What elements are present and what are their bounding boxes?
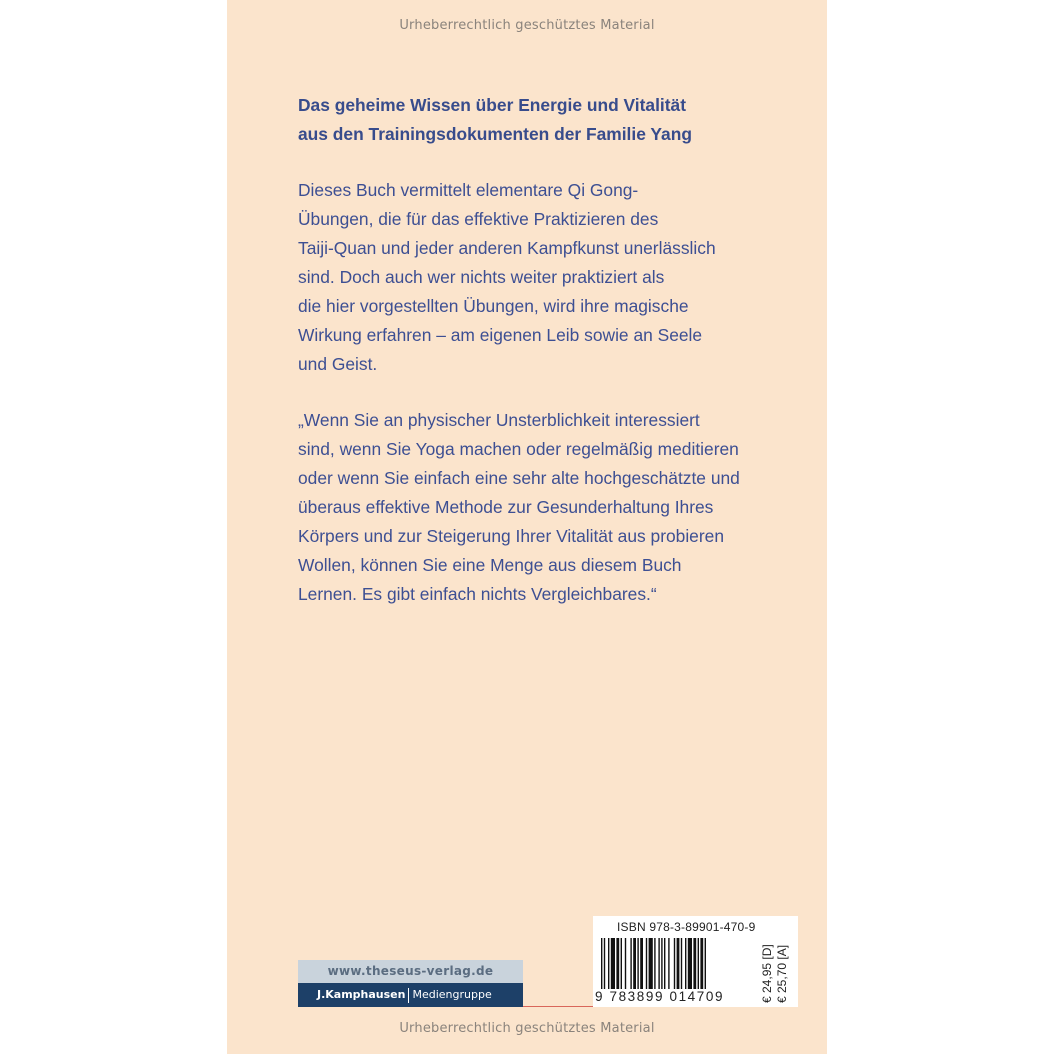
headline-line: aus den Trainingsdokumenten der Familie Yang <box>298 124 692 144</box>
price-block <box>757 928 793 1004</box>
book-back-cover <box>227 0 827 1054</box>
copyright-watermark-bottom: Urheberrechtlich geschütztes Material <box>399 1021 655 1036</box>
publisher-block <box>298 960 523 1007</box>
description-paragraph <box>298 176 768 379</box>
paragraph-line: oder wenn Sie einfach eine sehr alte hochgeschätzte und <box>298 468 740 488</box>
publisher-url[interactable]: www.theseus-verlag.de <box>298 960 523 983</box>
publisher-name: J.Kamphausen <box>317 988 406 1001</box>
quote-paragraph <box>298 406 768 609</box>
barcode-panel <box>593 916 798 1007</box>
paragraph-line: und Geist. <box>298 354 378 374</box>
price-austria: € 25,70 [A] <box>775 944 789 1003</box>
copyright-watermark-top: Urheberrechtlich geschütztes Material <box>399 18 655 33</box>
paragraph-line: Taiji-Quan und jeder anderen Kampfkunst unerlässlich <box>298 238 716 258</box>
paragraph-line: Körpers und zur Steigerung Ihrer Vitalität aus probieren <box>298 526 724 546</box>
price-germany: € 24,95 [D] <box>760 944 774 1003</box>
headline <box>298 91 768 149</box>
paragraph-line: Wollen, können Sie eine Menge aus diesem Buch <box>298 555 682 575</box>
publisher-name-bar <box>298 983 523 1007</box>
paragraph-line: sind. Doch auch wer nichts weiter praktiziert als <box>298 267 665 287</box>
headline-line: Das geheime Wissen über Energie und Vitalität <box>298 95 687 115</box>
publisher-divider <box>408 988 409 1003</box>
paragraph-line: sind, wenn Sie Yoga machen oder regelmäßig meditieren <box>298 439 739 459</box>
paragraph-line: Übungen, die für das effektive Praktizieren des <box>298 209 659 229</box>
paragraph-line: Wirkung erfahren – am eigenen Leib sowie an Seele <box>298 325 703 345</box>
publisher-group: Mediengruppe <box>412 988 492 1001</box>
paragraph-line: „Wenn Sie an physischer Unsterblichkeit interessiert <box>298 410 700 430</box>
paragraph-line: überaus effektive Methode zur Gesunderhaltung Ihres <box>298 497 714 517</box>
isbn-label: ISBN 978-3-89901-470-9 <box>617 920 756 934</box>
paragraph-line: Dieses Buch vermittelt elementare Qi Gong- <box>298 180 639 200</box>
barcode-digits: 9 783899 014709 <box>595 989 725 1004</box>
paragraph-line: Lernen. Es gibt einfach nichts Vergleichbares.“ <box>298 584 657 604</box>
paragraph-line: die hier vorgestellten Übungen, wird ihre magische <box>298 296 689 316</box>
